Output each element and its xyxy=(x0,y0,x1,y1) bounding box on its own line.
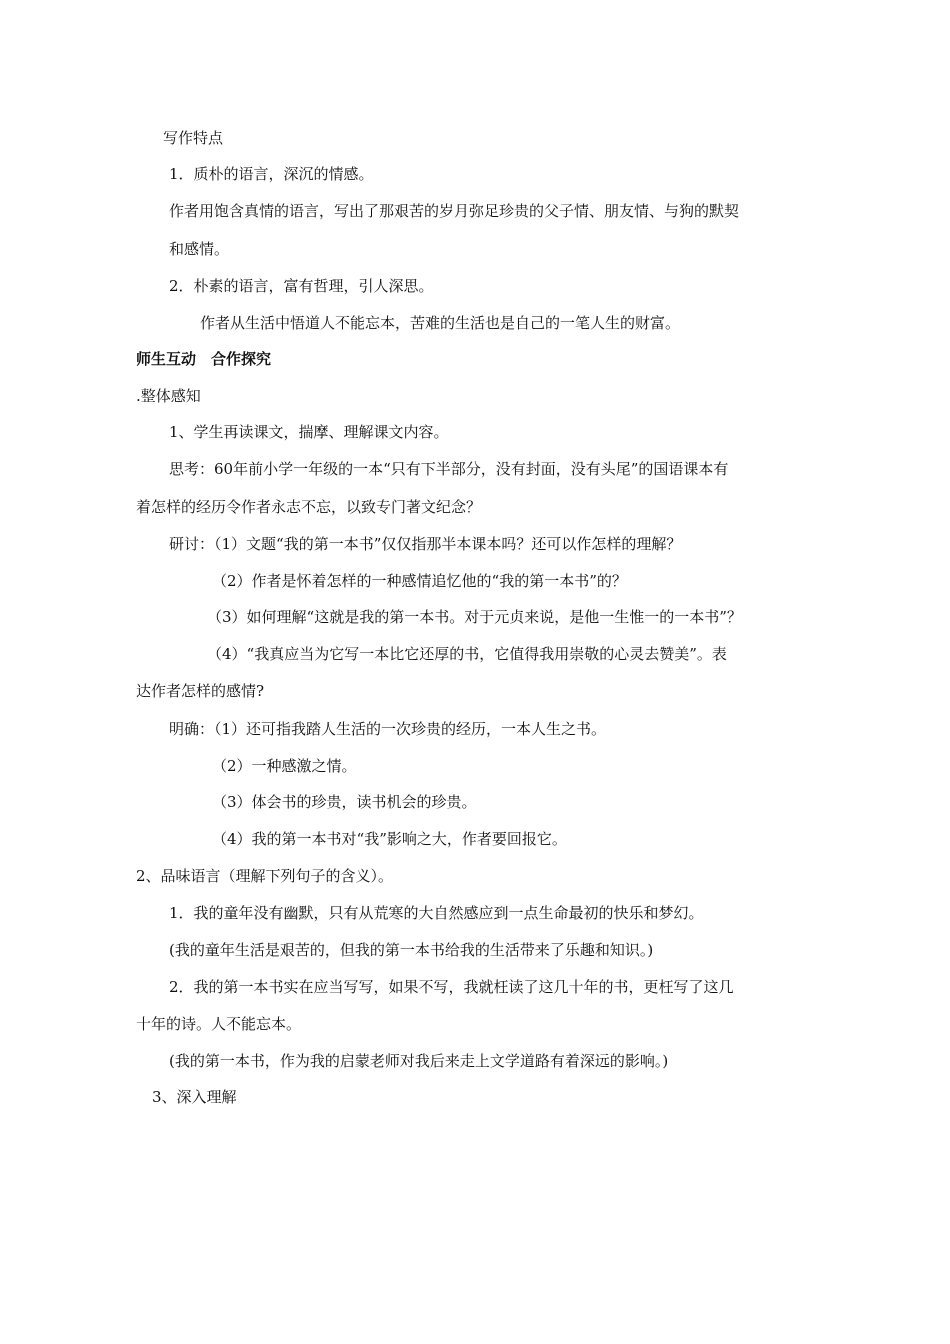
answer-4: （4）我的第一本书对“我”影响之大，作者要回报它。 xyxy=(212,830,567,848)
sentence-2-cont: 十年的诗。人不能忘本。 xyxy=(136,1015,302,1033)
sentence-2: 2．我的第一本书实在应当写写，如果不写，我就枉读了这几十年的书，更枉写了这几 xyxy=(169,978,734,996)
sentence-2-note: (我的第一本书，作为我的启蒙老师对我后来走上文学道路有着深远的影响。) xyxy=(169,1052,669,1070)
discussion-2: （2）作者是怀着怎样的一种感情追忆他的“我的第一本书”的？ xyxy=(212,572,627,590)
overall-perception-heading: .整体感知 xyxy=(136,387,201,405)
sentence-1: 1．我的童年没有幽默，只有从荒寒的大自然感应到一点生命最初的快乐和梦幻。 xyxy=(169,904,704,922)
answer-2: （2）一种感激之情。 xyxy=(212,757,357,775)
sentence-1-note: (我的童年生活是艰苦的，但我的第一本书给我的生活带来了乐趣和知识。) xyxy=(169,941,654,959)
discussion-3: （3）如何理解“这就是我的第一本书。对于元贞来说，是他一生惟一的一本书”？ xyxy=(207,608,742,626)
think-question: 思考：60年前小学一年级的一本“只有下半部分，没有封面，没有头尾”的国语课本有 xyxy=(169,460,729,478)
discussion-4: （4）“我真应当为它写一本比它还厚的书，它值得我用崇敬的心灵去赞美”。表 xyxy=(207,645,727,663)
step-2: 2、品味语言（理解下列句子的含义）。 xyxy=(136,867,394,885)
answer-3: （3）体会书的珍贵，读书机会的珍贵。 xyxy=(212,793,477,811)
interaction-heading: 师生互动 合作探究 xyxy=(136,350,272,368)
feature-point-1-text: 作者用饱含真情的语言，写出了那艰苦的岁月弥足珍贵的父子情、朋友情、与狗的默契 xyxy=(169,202,740,220)
step-1: 1、学生再读课文，揣摩、理解课文内容。 xyxy=(169,423,449,441)
feature-point-2-text: 作者从生活中悟道人不能忘本，苦难的生活也是自己的一笔人生的财富。 xyxy=(200,314,681,332)
writing-features-heading: 写作特点 xyxy=(163,129,224,147)
discussion-4-cont: 达作者怎样的感情? xyxy=(136,682,265,700)
answer-1: 明确：（1）还可指我踏人生活的一次珍贵的经历，一本人生之书。 xyxy=(169,720,607,738)
think-question-cont: 着怎样的经历令作者永志不忘，以致专门著文纪念？ xyxy=(136,498,482,516)
discussion-1: 研讨：（1）文题“我的第一本书”仅仅指那半本课本吗？还可以作怎样的理解？ xyxy=(169,535,682,553)
feature-point-2-title: 2．朴素的语言，富有哲理，引人深思。 xyxy=(169,277,434,295)
step-3: 3、深入理解 xyxy=(152,1088,237,1106)
feature-point-1-text-cont: 和感情。 xyxy=(169,240,230,258)
feature-point-1-title: 1．质朴的语言，深沉的情感。 xyxy=(169,165,374,183)
